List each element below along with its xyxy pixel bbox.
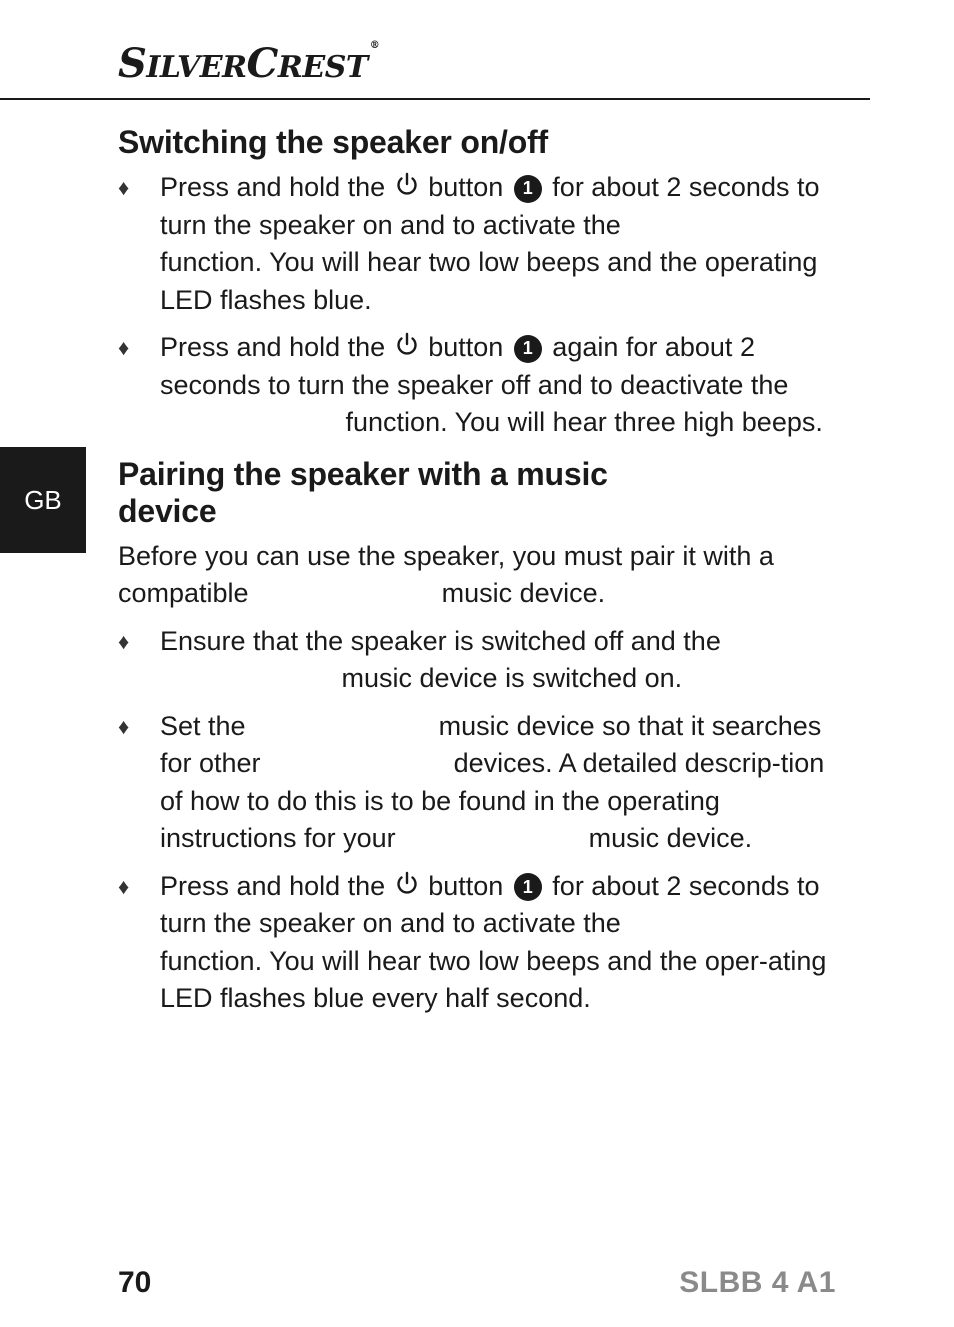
diamond-bullet-icon: ♦ — [118, 713, 130, 739]
diamond-bullet-icon: ♦ — [118, 175, 130, 200]
power-icon — [395, 871, 419, 897]
language-label: GB — [24, 484, 62, 515]
power-icon — [395, 332, 419, 358]
list-item: ♦ Set the music device so that it searches for other devices. A detailed descrip-tion of how to do this is to be found in the operating instructions for your music device. — [118, 708, 838, 858]
reference-number-badge: 1 — [514, 175, 542, 203]
header-rule — [0, 98, 870, 100]
list-item: ♦ Press and hold the button 1 for about 2 seconds to turn the speaker on and to activate the function. You will hear two low beeps and the operating LED flashes blue. — [118, 169, 838, 319]
brand-logo: SILVERCREST® — [118, 40, 380, 87]
diamond-bullet-icon: ♦ — [118, 335, 130, 360]
list-item: ♦ Press and hold the button 1 for about 2 seconds to turn the speaker on and to activate the function. You will hear two low beeps and the oper-ating LED flashes blue every half second. — [118, 868, 838, 1018]
diamond-bullet-icon: ♦ — [118, 873, 130, 899]
section-title-switching: Switching the speaker on/off — [118, 124, 549, 160]
power-icon — [395, 172, 419, 198]
list-item: ♦ Ensure that the speaker is switched off and the music device is switched on. — [118, 623, 838, 698]
section-title-pairing: Pairing the speaker with a music device — [118, 455, 608, 529]
diamond-bullet-icon: ♦ — [118, 628, 130, 654]
list-item: ♦ Press and hold the button 1 again for about 2 seconds to turn the speaker off and to deactivate the function. You will hear three high beeps. — [118, 329, 838, 442]
language-tab — [0, 447, 86, 553]
page-content — [118, 124, 838, 1028]
page-number: 70 — [118, 1266, 152, 1299]
model-number: SLBB 4 A1 — [679, 1266, 836, 1299]
reference-number-badge: 1 — [514, 335, 542, 363]
reference-number-badge: 1 — [514, 873, 542, 901]
intro-paragraph: Before you can use the speaker, you must pair it with a compatible music device. — [118, 540, 774, 608]
